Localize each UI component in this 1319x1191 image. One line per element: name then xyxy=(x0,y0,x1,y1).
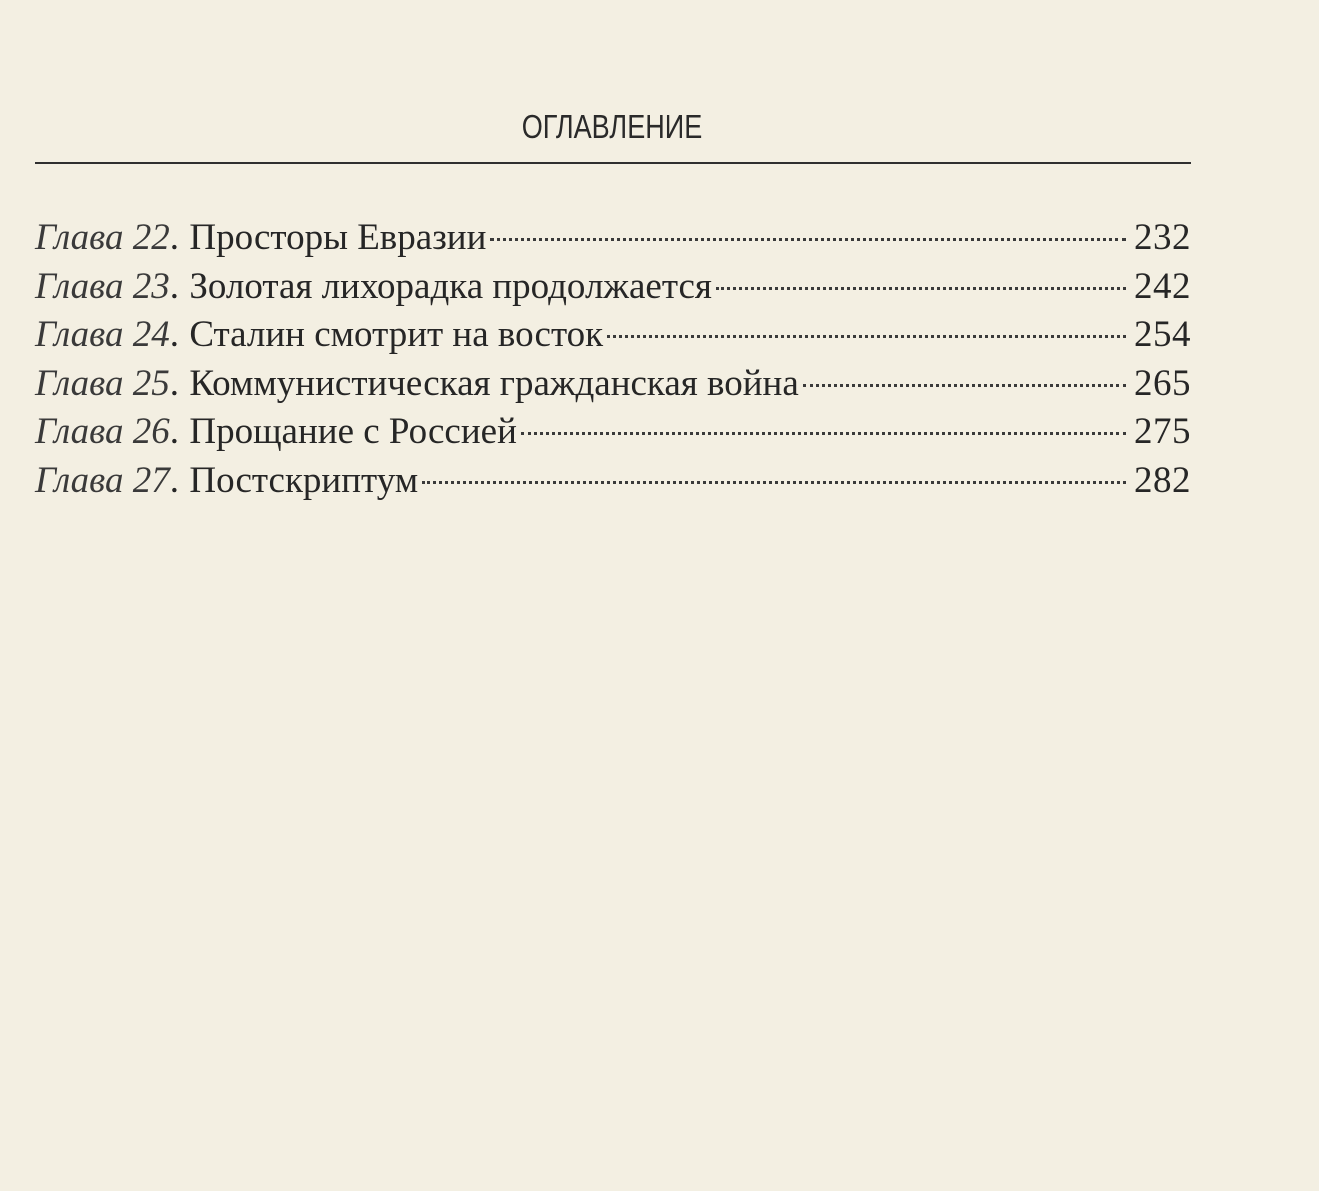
dot-leader xyxy=(607,335,1126,338)
toc-entry-title: Золотая лихорадка продолжается xyxy=(189,265,712,307)
toc-page-number: 265 xyxy=(1134,362,1191,404)
toc-entry-title: Сталин смотрит на восток xyxy=(189,314,604,356)
toc-chapter-label: Глава 27 xyxy=(35,459,170,501)
toc-page-number: 275 xyxy=(1134,411,1191,453)
toc-chapter-label: Глава 22 xyxy=(35,217,170,258)
toc-chapter-label: Глава 24 xyxy=(35,314,170,356)
dot-leader xyxy=(716,287,1126,290)
page-title: ОГЛАВЛЕНИЕ xyxy=(521,108,703,145)
toc-chapter-label: Глава 23 xyxy=(35,265,170,307)
toc-chapter-label: Глава 25 xyxy=(35,362,170,404)
toc-chapter-separator: . xyxy=(169,459,179,501)
toc-chapter-separator: . xyxy=(169,217,179,258)
toc-chapter-separator: . xyxy=(169,411,179,453)
toc-page-number: 254 xyxy=(1134,314,1191,356)
toc-entry-title: Постскриптум xyxy=(189,459,419,501)
header-rule xyxy=(35,162,1191,164)
toc-entry xyxy=(35,216,1191,265)
table-of-contents xyxy=(35,216,1191,508)
dot-leader xyxy=(521,432,1126,435)
dot-leader xyxy=(490,238,1126,241)
dot-leader xyxy=(422,481,1126,484)
toc-entry-title: Коммунистическая гражданская война xyxy=(189,362,799,404)
toc-entry-title: Просторы Евразии xyxy=(189,217,487,258)
toc-entry xyxy=(35,313,1191,362)
toc-entry-title: Прощание с Россией xyxy=(189,411,517,453)
toc-page-number: 282 xyxy=(1134,459,1191,501)
dot-leader xyxy=(803,384,1126,387)
toc-chapter-separator: . xyxy=(169,362,179,404)
toc-entry xyxy=(35,265,1191,314)
toc-chapter-label: Глава 26 xyxy=(35,411,170,453)
toc-entry xyxy=(35,459,1191,508)
toc-entry xyxy=(35,362,1191,411)
toc-chapter-separator: . xyxy=(169,265,179,307)
toc-page-number: 242 xyxy=(1134,265,1191,307)
toc-page-number: 232 xyxy=(1134,217,1191,258)
toc-entry xyxy=(35,410,1191,459)
toc-chapter-separator: . xyxy=(169,314,179,356)
